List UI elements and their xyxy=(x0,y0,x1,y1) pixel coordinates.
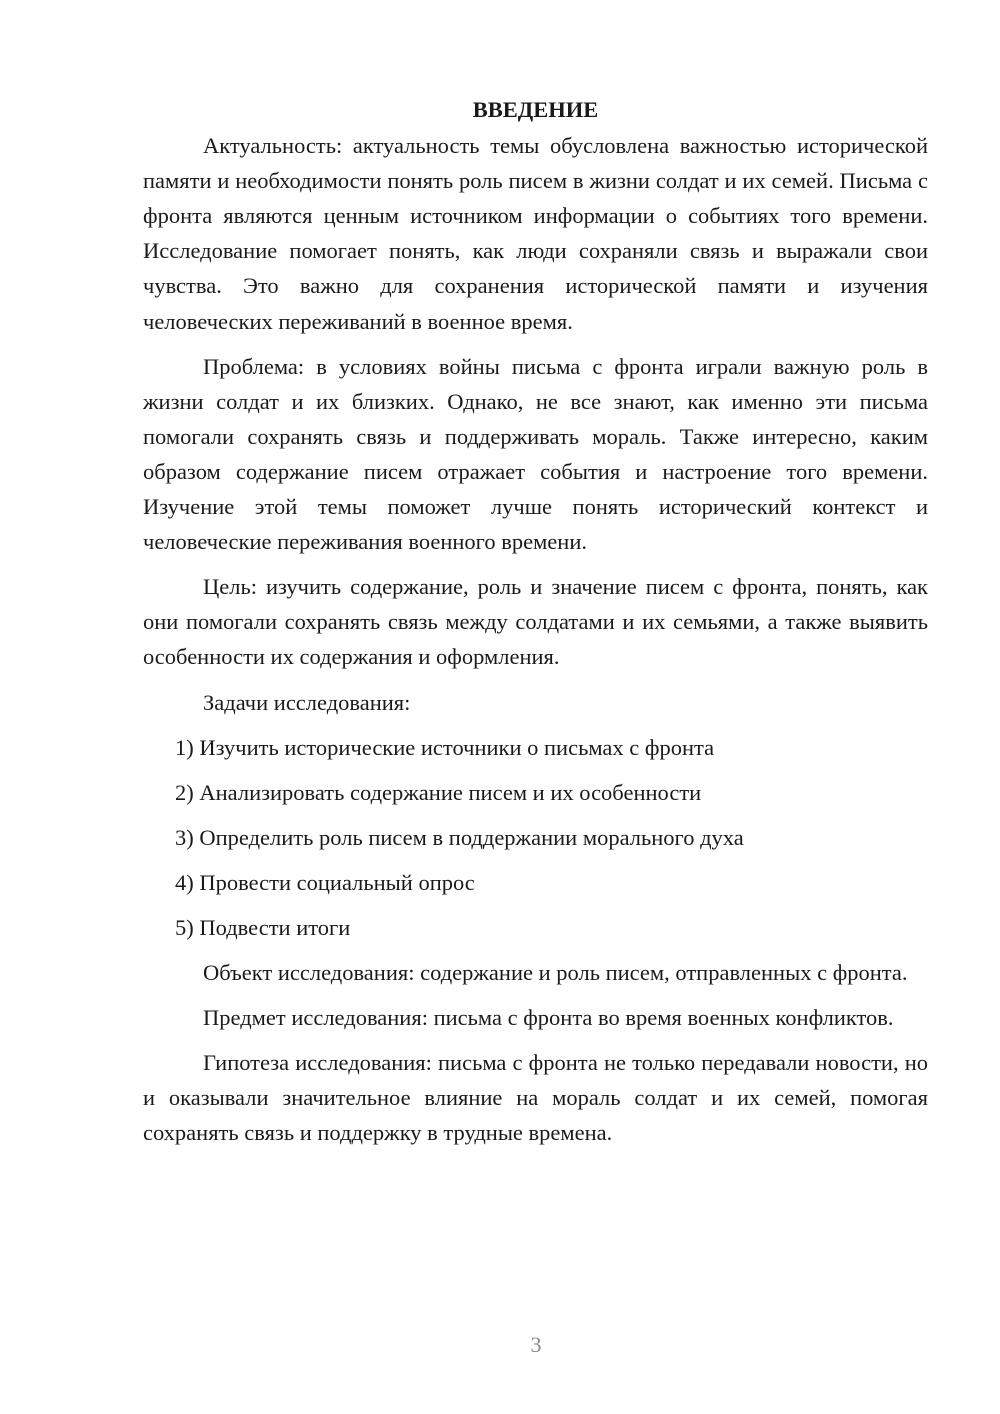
paragraph-goal: Цель: изучить содержание, роль и значение писем с фронта, понять, как они помогали сохранять связь между солдатами и их семьями, а также выявить особенности их содержания и оформления. xyxy=(143,574,928,670)
paragraph-object: Объект исследования: содержание и роль писем, отправленных с фронта. xyxy=(203,960,908,986)
list-item: 2) Анализировать содержание писем и их особенности xyxy=(175,779,702,805)
list-item: 4) Провести социальный опрос xyxy=(175,869,475,895)
tasks-heading: Задачи исследования: xyxy=(203,689,411,715)
list-item: 1) Изучить исторические источники о письмах с фронта xyxy=(175,734,715,760)
section-title: ВВЕДЕНИЕ xyxy=(472,97,599,122)
paragraph-problem: Проблема: в условиях войны письма с фронта играли важную роль в жизни солдат и их близких. Однако, не все знают, как именно эти письма помогали сохранять связь и поддерживать мораль. Также интересно, каким образом содержание писем отражает события и настроение того времени. Изучение этой темы поможет лучше понять исторический контекст и человеческие переживания военного времени. xyxy=(143,353,928,555)
page-number: 3 xyxy=(530,1332,542,1357)
paragraph-subject: Предмет исследования: письма с фронта во время военных конфликтов. xyxy=(203,1005,894,1031)
paragraph-hypothesis: Гипотеза исследования: письма с фронта не только передавали новости, но и оказывали значительное влияние на мораль солдат и их семей, помогая сохранять связь и поддержку в трудные времена. xyxy=(143,1050,928,1146)
list-item: 5) Подвести итоги xyxy=(175,914,351,940)
list-item: 3) Определить роль писем в поддержании морального духа xyxy=(175,824,744,850)
paragraph-relevance: Актуальность: актуальность темы обусловлена важностью исторической памяти и необходимости понять роль писем в жизни солдат и их семей. Письма с фронта являются ценным источником информации о событиях того времени. Исследование помогает понять, как люди сохраняли связь и выражали свои чувства. Это важно для сохранения исторической памяти и изучения человеческих переживаний в военное время. xyxy=(143,133,928,334)
task-list xyxy=(143,730,928,945)
document-page xyxy=(143,92,928,1161)
